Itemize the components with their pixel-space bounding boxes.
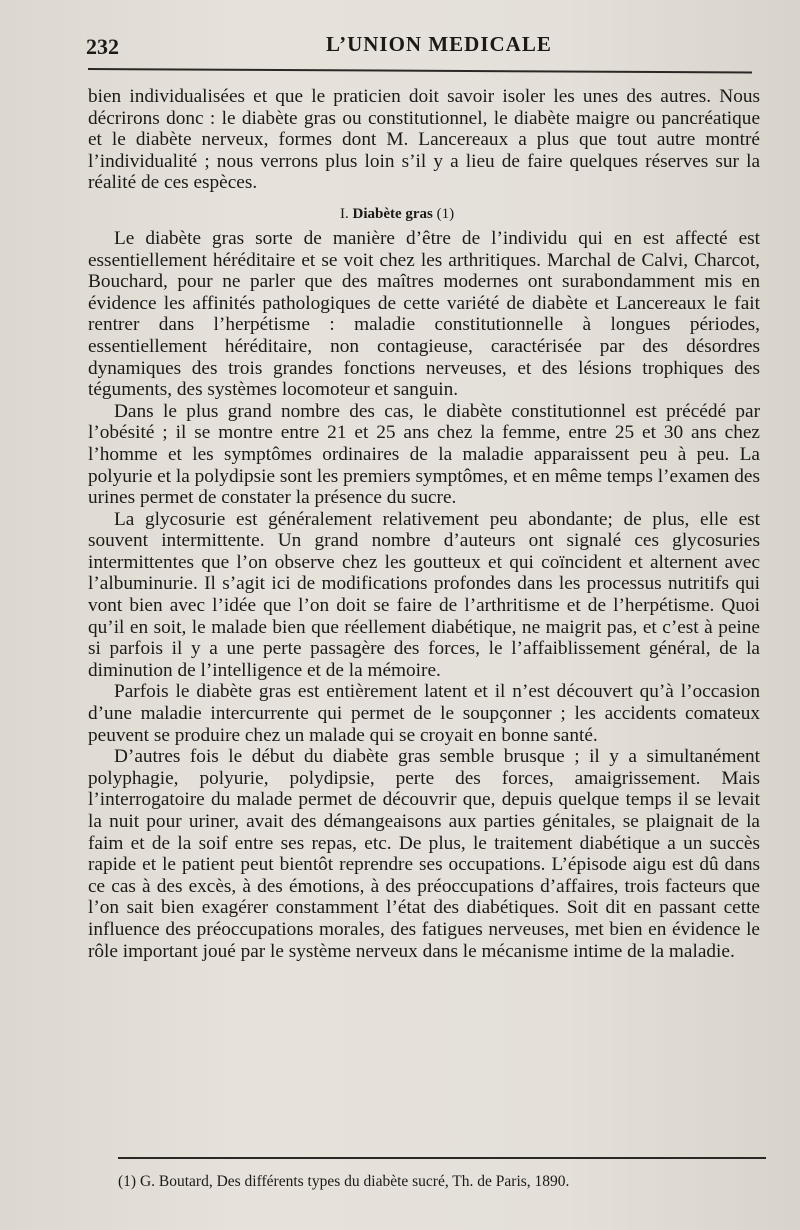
paragraph: Le diabète gras sorte de manière d’être de l’individu qui en est affecté est essentiellement héréditaire et se voit chez les arthritiques. Marchal de Calvi, Charcot, Bouchard, pour ne parler que des maîtres modernes ont surabondamment mis en évidence les affinités pathologiques de cette variété de diabète et Lancereaux le fait rentrer dans l’herpétisme : maladie constitutionnelle à longues périodes, essentiellement héréditaire, non contagieuse, caractérisée par des désordres dynamiques des trois grandes fonctions nerveuses, et des lésions trophiques des téguments, des systèmes locomoteur et sanguin. [88,227,760,401]
body-text [88,86,760,962]
running-title: L’UNION MEDICALE [326,32,552,56]
footnote-rule [118,1157,766,1159]
page-number: 232 [86,34,119,59]
page-header [86,30,756,60]
paragraph: Parfois le diabète gras est entièrement latent et il n’est découvert qu’à l’occasion d’une maladie intercurrente qui permet de le soupçonner ; les accidents comateux peuvent se produire chez un malade qui se croyait en bonne santé. [88,681,760,746]
footnote-reference: (1) [436,205,455,222]
section-number: I. [340,205,349,222]
paragraph: La glycosurie est généralement relativement peu abondante; de plus, elle est souvent intermittente. Un grand nombre d’auteurs ont signalé ces glycosuries intermittentes que l’on observe chez les goutteux et qui coïncident et alternent avec l’albuminurie. Il s’agit ici de modifications profondes dans les processus nutritifs qui vont bien avec l’idée que l’on doit se faire de l’arthritisme et de l’herpétisme. Quoi qu’il en soit, le malade bien que réellement diabétique, ne maigrit pas, et c’est à peine si parfois il y a une perte passagère des forces, le l’affaiblissement général, de la diminution de l’intelligence et de la mémoire. [88,508,760,681]
footnote: (1) G. Boutard, Des différents types du diabète sucré, Th. de Paris, 1890. [118,1173,570,1190]
paragraph: Dans le plus grand nombre des cas, le diabète constitutionnel est précédé par l’obésité ; il se montre entre 21 et 25 ans chez la femme, entre 25 et 30 ans chez l’homme et les symptômes ordinaires de la maladie apparaissent peu à peu. La polyurie et la polydipsie sont les premiers symptômes, et en même temps l’examen des urines permet de constater la présence du sucre. [88,400,760,509]
section-title: Diabète gras [352,205,433,222]
header-rule [88,68,752,73]
intro-paragraph: bien individualisées et que le praticien doit savoir isoler les unes des autres. Nous décrirons donc : le diabète gras ou constitutionnel, le diabète maigre ou pancréatique et le diabète nerveux, formes dont M. Lancereaux a plus que tout autre montré l’individualité ; nous verrons plus loin s’il y a lieu de faire quelques réserves sur la réalité de ces espèces. [88,86,760,194]
section-heading [88,204,760,224]
paragraph: D’autres fois le début du diabète gras semble brusque ; il y a simultanément polyphagie, polyurie, polydipsie, perte des forces, amaigrissement. Mais l’interrogatoire du malade permet de découvrir que, depuis quelque temps il se levait la nuit pour uriner, avait des démangeaisons aux parties génitales, se plaignait de la faim et de la soif entre ses repas, etc. De plus, le traitement diabétique a un succès rapide et le patient peut bientôt reprendre ses occupations. L’épisode aigu est dû dans ce cas à des excès, à des émotions, à des préoccupations d’affaires, trois facteurs que l’on sait bien exagérer constamment l’état des diabétiques. Soit dit en passant cette influence des préoccupations morales, des fatigues nerveuses, met bien en évidence le rôle important joué par le système nerveux dans le mécanisme intime de la maladie. [88,746,760,962]
